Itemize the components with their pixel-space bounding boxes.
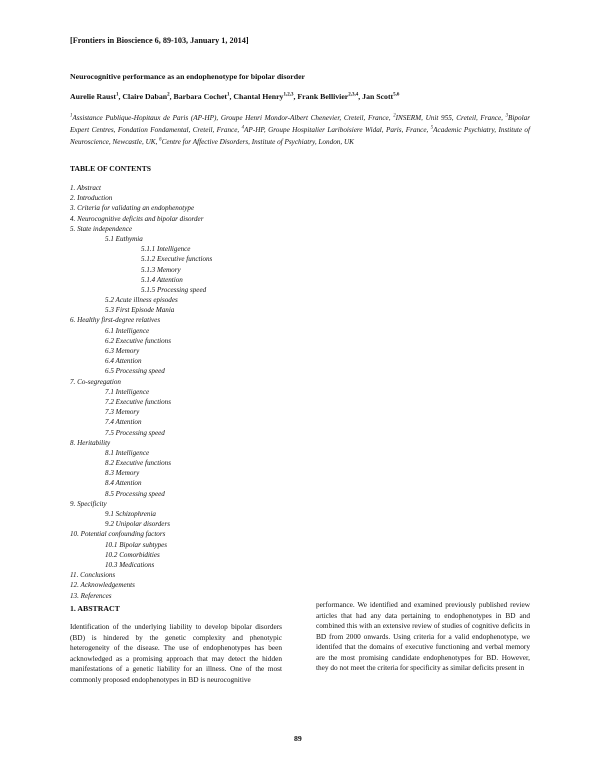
toc-item[interactable]: 8.2 Executive functions xyxy=(105,459,171,468)
author-name: Chantal Henry xyxy=(233,92,284,101)
affiliation-text: Assistance Publique-Hopitaux de Paris (AP-HP), Groupe Henri Mondor-Albert Chenevier, Creteil, France, xyxy=(72,114,391,123)
affiliation xyxy=(242,126,429,134)
toc-item[interactable]: 5.1.5 Processing speed xyxy=(141,285,207,294)
journal-header: [Frontiers in Bioscience 6, 89-103, January 1, 2014] xyxy=(70,36,249,45)
affiliation-mark: 5 xyxy=(430,125,434,131)
toc-item[interactable]: 5.1.3 Memory xyxy=(141,265,181,274)
author xyxy=(233,92,293,101)
toc-item[interactable]: 13. References xyxy=(70,591,112,600)
toc-item[interactable]: 7.2 Executive functions xyxy=(105,397,171,406)
toc-item[interactable]: 6.5 Processing speed xyxy=(105,367,165,376)
author xyxy=(362,92,399,101)
author-name: Jan Scott xyxy=(362,92,394,101)
author-name: Aurelie Raust xyxy=(70,92,116,101)
author-affiliation-mark: 1 xyxy=(227,92,230,98)
paper-title: Neurocognitive performance as an endophenotype for bipolar disorder xyxy=(70,72,305,81)
toc-item[interactable]: 10. Potential confounding factors xyxy=(70,530,166,539)
affiliation-mark: 2 xyxy=(393,114,396,119)
toc-item[interactable]: 1. Abstract xyxy=(70,184,102,192)
toc-item[interactable]: 6.3 Memory xyxy=(105,347,140,355)
page-number: 89 xyxy=(294,734,302,743)
abstract-column-left: Identification of the underlying liability to develop bipolar disorders (BD) is hindered by the genetic complexity and phenotypic heterogeneity of the disease. The use of endophenotypes has been acknowledged as a promising approach that may detect the hidden manifestations of a genetic liability for an illness. One of the most commonly proposed endophenotypes in BD is neurocognitive xyxy=(70,622,282,684)
author xyxy=(297,92,358,101)
abstract-column-right: performance. We identified and examined previously published review articles that had any data pertaining to endophenotypes in BD and combined this with an extensive review of studies of cognitive deficits in BD from 2000 onwards. Using criteria for a valid endophenotype, we identifed that the domains of executive functioning and verbal memory are the most promising candidate endophenotypes for BD. However, they do not meet the criteria for specificity as similar deficits present in xyxy=(316,600,530,672)
author-name: Frank Bellivier xyxy=(297,92,349,101)
affiliation-mark: 6 xyxy=(159,137,162,143)
toc-item[interactable]: 5. State independence xyxy=(70,224,133,233)
toc-item[interactable]: 5.1.1 Intelligence xyxy=(141,245,191,254)
toc-item[interactable]: 9.1 Schizophrenia xyxy=(105,510,156,518)
author-affiliation-mark: 2 xyxy=(167,92,170,98)
toc-item[interactable]: 7.4 Attention xyxy=(105,418,142,427)
author xyxy=(174,92,230,101)
affiliation xyxy=(159,138,354,146)
toc-item[interactable]: 3. Criteria for validating an endophenotype xyxy=(70,204,195,213)
affiliation-mark: 3 xyxy=(505,114,509,119)
toc-item[interactable]: 7.3 Memory xyxy=(105,408,140,417)
affiliation-mark: 4 xyxy=(241,125,245,131)
toc-item[interactable]: 12. Acknowledgements xyxy=(70,581,135,590)
author-list: Aurelie Raust$^1$, Claire Daban$^2$, Barbara Cochet$^1$, Chantal Henry$^{1,2,3}$, Frank Bellivier$^{2,3,4}$, Jan Scott$^{5,6}$ xyxy=(70,92,400,101)
toc-heading: TABLE OF CONTENTS xyxy=(70,164,152,173)
toc-item[interactable]: 6. Healthy first-degree relatives xyxy=(70,316,161,325)
toc-item[interactable]: 10.3 Medications xyxy=(105,560,155,569)
affiliation-text: Academic Psychiatry, Institute of Neuroscience, Newcastle, UK, xyxy=(70,126,531,146)
toc-item[interactable]: 8.1 Intelligence xyxy=(105,448,150,457)
toc-item[interactable]: 2. Introduction xyxy=(70,194,113,203)
toc-item[interactable]: 9.2 Unipolar disorders xyxy=(105,520,170,529)
author-affiliation-mark: 1,2,3 xyxy=(283,92,294,98)
toc-item[interactable]: 5.1 Euthymia xyxy=(105,234,143,243)
affiliation-text: Centre for Affective Disorders, Institute of Psychiatry, London, UK xyxy=(161,137,354,146)
affiliation-text: INSERM, Unit 955, Creteil, France, xyxy=(395,114,503,123)
toc-item[interactable]: 11. Conclusions xyxy=(70,571,116,580)
author-name: Barbara Cochet xyxy=(173,92,228,101)
toc-item[interactable]: 4. Neurocognitive deficits and bipolar disorder xyxy=(70,214,204,223)
author xyxy=(70,92,119,101)
author-affiliation-mark: 5,6 xyxy=(393,92,400,98)
abstract-heading: 1. ABSTRACT xyxy=(70,604,120,613)
toc-item[interactable]: 5.3 First Episode Mania xyxy=(105,306,175,315)
toc-item[interactable]: 8. Heritability xyxy=(70,438,111,447)
author xyxy=(122,92,169,101)
toc-item[interactable]: 9. Specificity xyxy=(70,499,107,508)
affiliation-text: AP-HP, Groupe Hospitalier Lariboisiere Widal, Paris, France, xyxy=(244,126,429,135)
toc-item[interactable]: 6.2 Executive functions xyxy=(105,336,171,345)
author-name: Claire Daban xyxy=(122,92,168,101)
toc-item[interactable]: 10.1 Bipolar subtypes xyxy=(105,540,168,549)
affiliation-text: Bipolar Expert Centres, Fondation Fondamental, Creteil, France, xyxy=(70,114,530,135)
toc-item[interactable]: 5.2 Acute illness episodes xyxy=(105,296,178,305)
toc-item[interactable]: 6.4 Attention xyxy=(105,357,142,366)
author-affiliation-mark: 1 xyxy=(116,92,119,98)
toc-item[interactable]: 8.3 Memory xyxy=(105,469,140,478)
author-affiliation-mark: 2,3,4 xyxy=(348,92,359,98)
toc-item[interactable]: 7.5 Processing speed xyxy=(105,428,165,437)
toc-item[interactable]: 7.1 Intelligence xyxy=(105,387,150,396)
toc-item[interactable]: 5.1.4 Attention xyxy=(141,275,183,284)
affiliations xyxy=(70,112,530,147)
toc-item[interactable]: 5.1.2 Executive functions xyxy=(141,255,213,264)
toc-item[interactable]: 10.2 Comorbidities xyxy=(105,550,160,559)
toc-item[interactable]: 6.1 Intelligence xyxy=(105,326,150,335)
toc-item[interactable]: 8.5 Processing speed xyxy=(105,489,165,498)
affiliation xyxy=(393,114,503,122)
table-of-contents xyxy=(70,183,370,601)
affiliation-mark: 1 xyxy=(70,114,73,119)
toc-item[interactable]: 8.4 Attention xyxy=(105,479,142,488)
affiliation xyxy=(70,114,391,122)
toc-item[interactable]: 7. Co-segregation xyxy=(70,377,121,386)
